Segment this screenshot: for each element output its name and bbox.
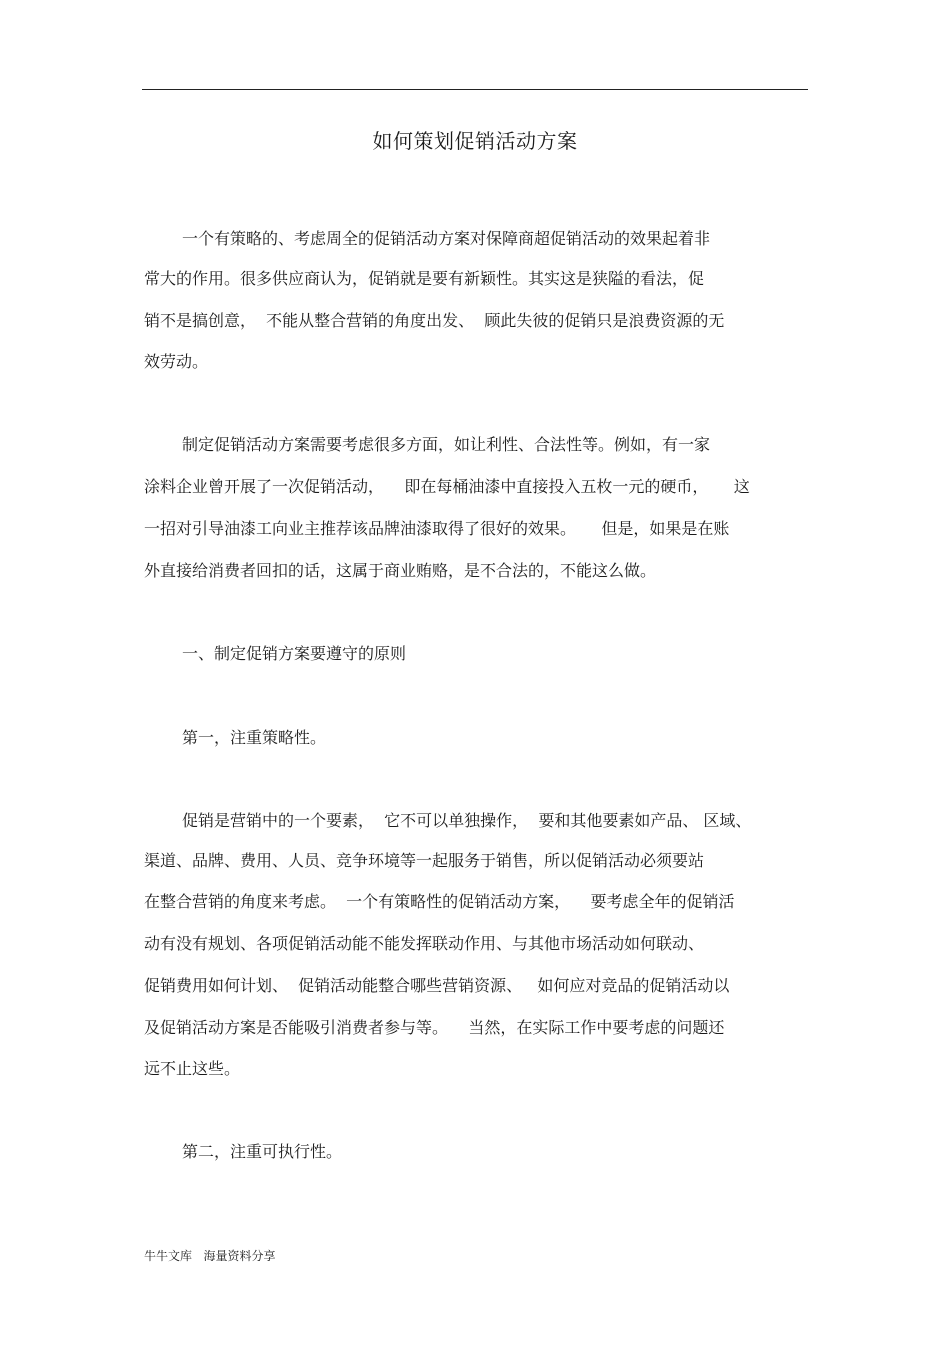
paragraph-line: 远不止这些。 xyxy=(144,1059,241,1078)
paragraph-line: 及促销活动方案是否能吸引消费者参与等。 当然，在实际工作中要考虑的问题还 xyxy=(144,1018,725,1037)
section-heading: 一、制定促销方案要遵守的原则 xyxy=(182,644,407,663)
paragraph-line: 渠道、品牌、费用、人员、竞争环境等一起服务于销售，所以促销活动必须要站 xyxy=(144,851,705,870)
paragraph-line: 动有没有规划、各项促销活动能不能发挥联动作用、与其他市场活动如何联动、 xyxy=(144,934,705,953)
paragraph-line: 常大的作用。很多供应商认为，促销就是要有新颖性。其实这是狭隘的看法，促 xyxy=(144,269,705,288)
paragraph-line: 促销是营销中的一个要素， 它不可以单独操作， 要和其他要素如产品、 区域、 xyxy=(182,811,752,830)
subheading: 第一，注重策略性。 xyxy=(182,728,327,747)
header-rule xyxy=(142,89,808,90)
paragraph-line: 涂料企业曾开展了一次促销活动， 即在每桶油漆中直接投入五枚一元的硬币， 这 xyxy=(144,477,750,496)
subheading: 第二，注重可执行性。 xyxy=(182,1142,343,1161)
paragraph-line: 在整合营销的角度来考虑。 一个有策略性的促销活动方案， 要考虑全年的促销活 xyxy=(144,892,735,911)
page-footer: 牛牛文库 海量资料分享 xyxy=(144,1249,276,1263)
document-title: 如何策划促销活动方案 xyxy=(372,129,578,153)
paragraph-line: 一个有策略的、考虑周全的促销活动方案对保障商超促销活动的效果起着非 xyxy=(182,229,711,248)
paragraph-line: 效劳动。 xyxy=(144,352,209,371)
paragraph-line: 制定促销活动方案需要考虑很多方面，如让利性、合法性等。例如，有一家 xyxy=(182,435,711,454)
paragraph-line: 促销费用如何计划、 促销活动能整合哪些营销资源、 如何应对竞品的促销活动以 xyxy=(144,976,730,995)
paragraph-line: 一招对引导油漆工向业主推荐该品牌油漆取得了很好的效果。 但是，如果是在账 xyxy=(144,519,730,538)
paragraph-line: 外直接给消费者回扣的话，这属于商业贿赂，是不合法的，不能这么做。 xyxy=(144,561,657,580)
paragraph-line: 销不是搞创意， 不能从整合营销的角度出发、 顾此失彼的促销只是浪费资源的无 xyxy=(144,311,725,330)
